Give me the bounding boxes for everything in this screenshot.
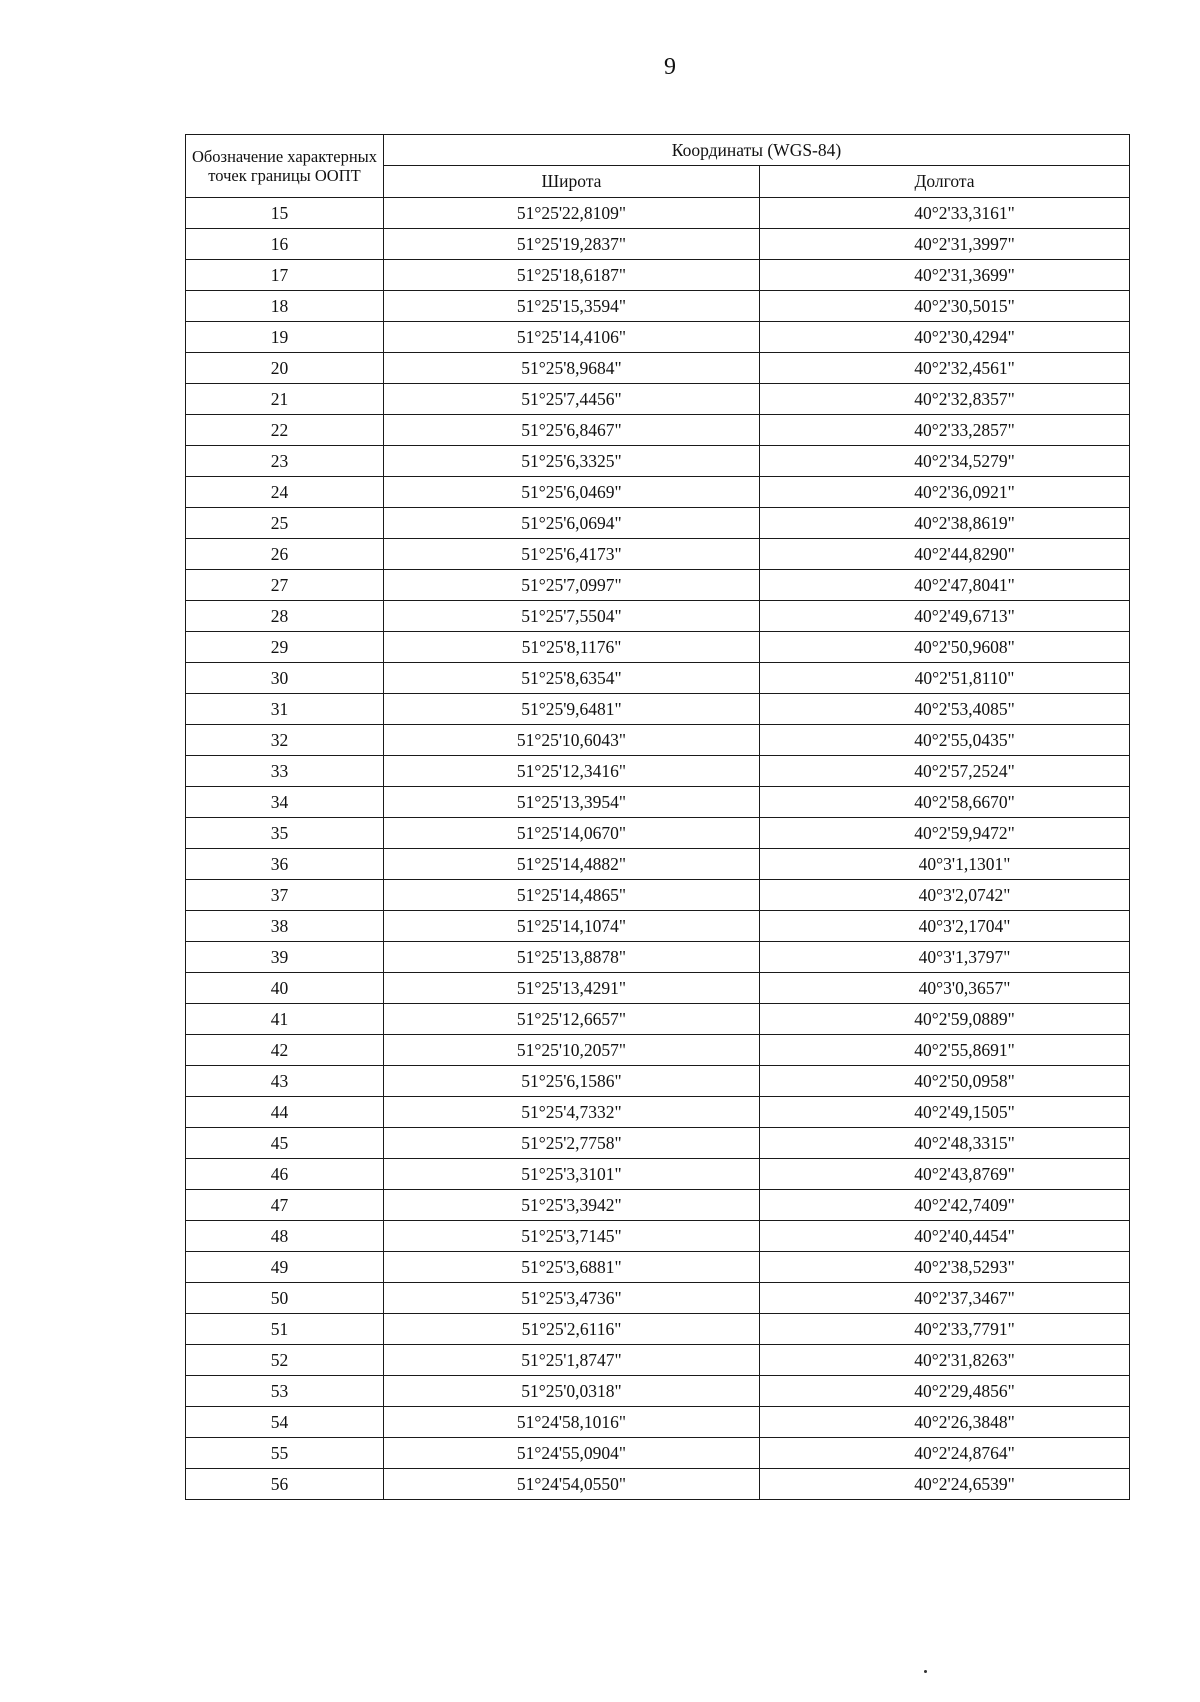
latitude-cell: 51°25'10,6043" — [384, 725, 760, 756]
latitude-cell: 51°25'12,6657" — [384, 1004, 760, 1035]
longitude-cell: 40°2'33,3161" — [760, 198, 1130, 229]
point-number-cell: 29 — [186, 632, 384, 663]
table-row — [186, 384, 1130, 415]
longitude-cell: 40°2'50,9608" — [760, 632, 1130, 663]
table-row — [186, 477, 1130, 508]
longitude-cell: 40°2'26,3848" — [760, 1407, 1130, 1438]
longitude-cell: 40°2'24,6539" — [760, 1469, 1130, 1500]
longitude-cell: 40°2'57,2524" — [760, 756, 1130, 787]
point-number-cell: 55 — [186, 1438, 384, 1469]
point-number-cell: 32 — [186, 725, 384, 756]
longitude-cell: 40°2'33,7791" — [760, 1314, 1130, 1345]
table-row — [186, 632, 1130, 663]
table-row — [186, 787, 1130, 818]
table-row — [186, 849, 1130, 880]
table-row — [186, 322, 1130, 353]
latitude-cell: 51°25'3,3101" — [384, 1159, 760, 1190]
latitude-cell: 51°24'55,0904" — [384, 1438, 760, 1469]
longitude-cell: 40°2'49,6713" — [760, 601, 1130, 632]
longitude-header: Долгота — [760, 166, 1130, 198]
table-row — [186, 911, 1130, 942]
latitude-cell: 51°25'13,4291" — [384, 973, 760, 1004]
latitude-cell: 51°25'7,4456" — [384, 384, 760, 415]
point-number-cell: 35 — [186, 818, 384, 849]
latitude-cell: 51°25'13,3954" — [384, 787, 760, 818]
table-row — [186, 570, 1130, 601]
point-number-cell: 44 — [186, 1097, 384, 1128]
latitude-cell: 51°25'6,0694" — [384, 508, 760, 539]
longitude-cell: 40°2'36,0921" — [760, 477, 1130, 508]
longitude-cell: 40°2'31,3997" — [760, 229, 1130, 260]
latitude-cell: 51°25'9,6481" — [384, 694, 760, 725]
latitude-cell: 51°25'10,2057" — [384, 1035, 760, 1066]
longitude-cell: 40°2'59,0889" — [760, 1004, 1130, 1035]
point-number-cell: 26 — [186, 539, 384, 570]
table-row — [186, 756, 1130, 787]
table-row — [186, 1345, 1130, 1376]
longitude-cell: 40°2'24,8764" — [760, 1438, 1130, 1469]
latitude-cell: 51°24'58,1016" — [384, 1407, 760, 1438]
point-number-cell: 45 — [186, 1128, 384, 1159]
point-number-cell: 23 — [186, 446, 384, 477]
table-row — [186, 539, 1130, 570]
table-row — [186, 973, 1130, 1004]
longitude-cell: 40°2'38,8619" — [760, 508, 1130, 539]
point-number-cell: 37 — [186, 880, 384, 911]
point-number-cell: 15 — [186, 198, 384, 229]
point-designation-header: Обозначение характерных точек границы ООПТ — [186, 135, 384, 198]
table-row — [186, 1407, 1130, 1438]
table-row — [186, 260, 1130, 291]
coordinates-table-body — [186, 198, 1130, 1500]
longitude-cell: 40°2'30,4294" — [760, 322, 1130, 353]
table-row — [186, 1097, 1130, 1128]
latitude-cell: 51°25'3,7145" — [384, 1221, 760, 1252]
latitude-cell: 51°25'6,3325" — [384, 446, 760, 477]
point-number-cell: 54 — [186, 1407, 384, 1438]
coordinates-header: Координаты (WGS-84) — [384, 135, 1130, 166]
longitude-cell: 40°2'55,0435" — [760, 725, 1130, 756]
table-row — [186, 818, 1130, 849]
point-number-cell: 36 — [186, 849, 384, 880]
point-number-cell: 53 — [186, 1376, 384, 1407]
longitude-cell: 40°3'1,1301" — [760, 849, 1130, 880]
longitude-cell: 40°2'51,8110" — [760, 663, 1130, 694]
latitude-cell: 51°25'6,4173" — [384, 539, 760, 570]
point-number-cell: 49 — [186, 1252, 384, 1283]
coordinates-table — [185, 134, 1130, 1500]
table-row — [186, 663, 1130, 694]
table-row — [186, 1159, 1130, 1190]
point-number-cell: 18 — [186, 291, 384, 322]
table-row — [186, 1252, 1130, 1283]
latitude-cell: 51°25'14,4106" — [384, 322, 760, 353]
longitude-cell: 40°3'1,3797" — [760, 942, 1130, 973]
latitude-cell: 51°25'18,6187" — [384, 260, 760, 291]
point-number-cell: 30 — [186, 663, 384, 694]
latitude-cell: 51°25'3,4736" — [384, 1283, 760, 1314]
latitude-cell: 51°25'2,7758" — [384, 1128, 760, 1159]
longitude-cell: 40°2'33,2857" — [760, 415, 1130, 446]
table-row — [186, 446, 1130, 477]
longitude-cell: 40°2'53,4085" — [760, 694, 1130, 725]
latitude-cell: 51°25'12,3416" — [384, 756, 760, 787]
table-row — [186, 694, 1130, 725]
point-number-cell: 16 — [186, 229, 384, 260]
longitude-cell: 40°3'2,0742" — [760, 880, 1130, 911]
point-number-cell: 27 — [186, 570, 384, 601]
latitude-cell: 51°25'1,8747" — [384, 1345, 760, 1376]
point-number-cell: 41 — [186, 1004, 384, 1035]
table-row — [186, 1438, 1130, 1469]
latitude-cell: 51°25'8,1176" — [384, 632, 760, 663]
latitude-cell: 51°25'14,1074" — [384, 911, 760, 942]
table-row — [186, 1221, 1130, 1252]
latitude-cell: 51°25'14,4882" — [384, 849, 760, 880]
latitude-cell: 51°25'0,0318" — [384, 1376, 760, 1407]
point-number-cell: 19 — [186, 322, 384, 353]
longitude-cell: 40°2'37,3467" — [760, 1283, 1130, 1314]
table-row — [186, 353, 1130, 384]
longitude-cell: 40°2'34,5279" — [760, 446, 1130, 477]
longitude-cell: 40°2'29,4856" — [760, 1376, 1130, 1407]
latitude-cell: 51°25'14,4865" — [384, 880, 760, 911]
latitude-cell: 51°25'14,0670" — [384, 818, 760, 849]
latitude-cell: 51°25'19,2837" — [384, 229, 760, 260]
longitude-cell: 40°2'31,8263" — [760, 1345, 1130, 1376]
page-number: 9 — [664, 54, 676, 80]
longitude-cell: 40°2'40,4454" — [760, 1221, 1130, 1252]
table-row — [186, 942, 1130, 973]
point-number-cell: 33 — [186, 756, 384, 787]
point-number-cell: 48 — [186, 1221, 384, 1252]
point-number-cell: 52 — [186, 1345, 384, 1376]
longitude-cell: 40°2'31,3699" — [760, 260, 1130, 291]
table-row — [186, 1314, 1130, 1345]
point-number-cell: 51 — [186, 1314, 384, 1345]
latitude-cell: 51°25'22,8109" — [384, 198, 760, 229]
longitude-cell: 40°2'58,6670" — [760, 787, 1130, 818]
table-row — [186, 198, 1130, 229]
table-row — [186, 415, 1130, 446]
table-row — [186, 1035, 1130, 1066]
longitude-cell: 40°2'50,0958" — [760, 1066, 1130, 1097]
point-number-cell: 21 — [186, 384, 384, 415]
table-row — [186, 1283, 1130, 1314]
point-number-cell: 25 — [186, 508, 384, 539]
longitude-cell: 40°2'48,3315" — [760, 1128, 1130, 1159]
table-row — [186, 508, 1130, 539]
table-row — [186, 1066, 1130, 1097]
latitude-cell: 51°25'4,7332" — [384, 1097, 760, 1128]
point-number-cell: 24 — [186, 477, 384, 508]
latitude-cell: 51°25'8,6354" — [384, 663, 760, 694]
latitude-cell: 51°24'54,0550" — [384, 1469, 760, 1500]
table-row — [186, 229, 1130, 260]
scan-speck — [924, 1670, 927, 1673]
longitude-cell: 40°2'55,8691" — [760, 1035, 1130, 1066]
table-row — [186, 1469, 1130, 1500]
latitude-cell: 51°25'7,0997" — [384, 570, 760, 601]
table-row — [186, 291, 1130, 322]
longitude-cell: 40°2'47,8041" — [760, 570, 1130, 601]
point-number-cell: 39 — [186, 942, 384, 973]
point-number-cell: 38 — [186, 911, 384, 942]
latitude-cell: 51°25'13,8878" — [384, 942, 760, 973]
table-row — [186, 1376, 1130, 1407]
point-number-cell: 56 — [186, 1469, 384, 1500]
longitude-cell: 40°3'2,1704" — [760, 911, 1130, 942]
table-row — [186, 725, 1130, 756]
point-number-cell: 42 — [186, 1035, 384, 1066]
point-number-cell: 17 — [186, 260, 384, 291]
point-number-cell: 34 — [186, 787, 384, 818]
longitude-cell: 40°2'38,5293" — [760, 1252, 1130, 1283]
latitude-cell: 51°25'2,6116" — [384, 1314, 760, 1345]
latitude-cell: 51°25'7,5504" — [384, 601, 760, 632]
latitude-cell: 51°25'8,9684" — [384, 353, 760, 384]
point-number-cell: 46 — [186, 1159, 384, 1190]
point-number-cell: 31 — [186, 694, 384, 725]
longitude-cell: 40°2'44,8290" — [760, 539, 1130, 570]
longitude-cell: 40°2'42,7409" — [760, 1190, 1130, 1221]
longitude-cell: 40°2'43,8769" — [760, 1159, 1130, 1190]
longitude-cell: 40°3'0,3657" — [760, 973, 1130, 1004]
table-row — [186, 1128, 1130, 1159]
longitude-cell: 40°2'32,4561" — [760, 353, 1130, 384]
point-number-cell: 40 — [186, 973, 384, 1004]
point-number-cell: 28 — [186, 601, 384, 632]
point-number-cell: 20 — [186, 353, 384, 384]
point-number-cell: 22 — [186, 415, 384, 446]
latitude-cell: 51°25'6,8467" — [384, 415, 760, 446]
table-row — [186, 1004, 1130, 1035]
longitude-cell: 40°2'49,1505" — [760, 1097, 1130, 1128]
table-row — [186, 880, 1130, 911]
longitude-cell: 40°2'32,8357" — [760, 384, 1130, 415]
longitude-cell: 40°2'59,9472" — [760, 818, 1130, 849]
latitude-cell: 51°25'3,6881" — [384, 1252, 760, 1283]
longitude-cell: 40°2'30,5015" — [760, 291, 1130, 322]
latitude-cell: 51°25'3,3942" — [384, 1190, 760, 1221]
point-number-cell: 43 — [186, 1066, 384, 1097]
table-row — [186, 1190, 1130, 1221]
latitude-cell: 51°25'6,1586" — [384, 1066, 760, 1097]
point-number-cell: 50 — [186, 1283, 384, 1314]
latitude-header: Широта — [384, 166, 760, 198]
point-number-cell: 47 — [186, 1190, 384, 1221]
table-row — [186, 601, 1130, 632]
latitude-cell: 51°25'15,3594" — [384, 291, 760, 322]
latitude-cell: 51°25'6,0469" — [384, 477, 760, 508]
